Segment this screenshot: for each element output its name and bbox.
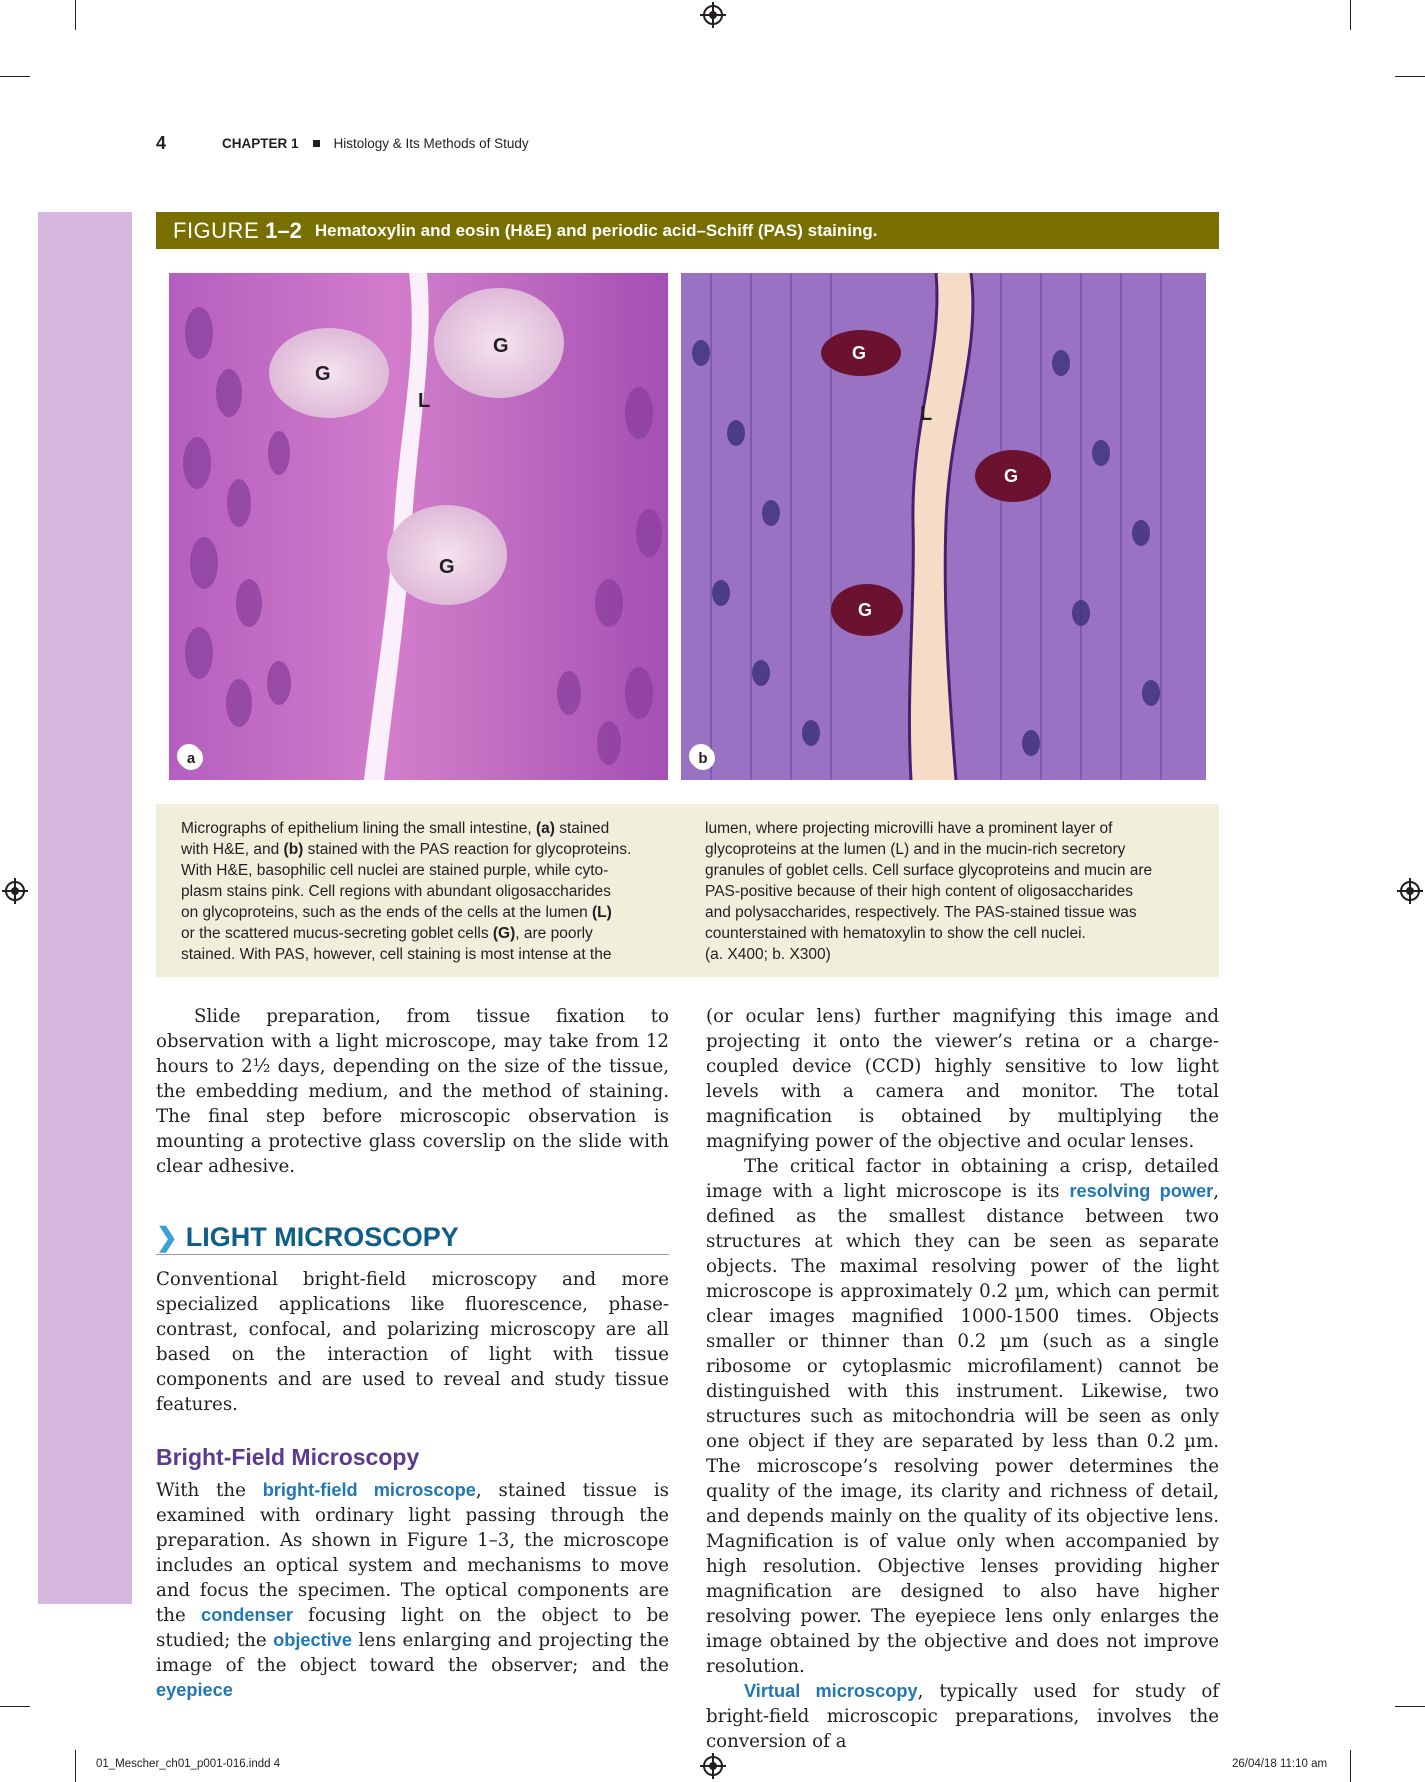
caption-line xyxy=(181,902,671,923)
text-run: stained. With PAS, however, cell staining is most intense at the xyxy=(181,946,612,963)
text-run: , typically used for study of bright-field microscopic preparations, involves the conversion of a xyxy=(706,1681,1219,1752)
date-slug: 26/04/18 11:10 am xyxy=(1232,1758,1328,1770)
key-term: Virtual microscopy xyxy=(744,1681,918,1701)
page-number: 4 xyxy=(156,132,167,153)
crop-mark xyxy=(0,1706,30,1707)
figure-title: Hematoxylin and eosin (H&E) and periodic acid–Schiff (PAS) staining. xyxy=(314,220,878,240)
intro-paragraph: Slide preparation, from tissue fixation to observation with a light microscope, may take from 12 hours to 2½ days, depending on the size of the tissue, the embedding medium, and the method of staining. The final step before microscopic observation is mounting a protective glass coverslip on the slide with clear adhesive. xyxy=(156,1006,669,1177)
micrograph-pas xyxy=(681,273,1206,780)
key-term: resolving power xyxy=(1069,1181,1214,1201)
panel-a-label: a xyxy=(179,746,203,770)
goblet-label-2: G xyxy=(493,335,509,357)
file-slug: 01_Mescher_ch01_p001-016.indd 4 xyxy=(96,1758,281,1770)
text-run: stained xyxy=(554,820,610,837)
crop-mark xyxy=(75,0,76,30)
subheading: Bright-Field Microscopy xyxy=(156,1444,420,1470)
text-run: or the scattered mucus-secreting goblet cells xyxy=(181,925,493,942)
key-term: bright-field microscope xyxy=(262,1480,476,1500)
caption-left-column xyxy=(181,818,671,965)
text-run: on glycoproteins, such as the ends of the cells at the lumen xyxy=(181,904,592,921)
caption-line: (a. X400; b. X300) xyxy=(705,946,831,963)
figure-word: FIGURE xyxy=(173,217,260,243)
text-run: stained with the PAS reaction for glycoproteins. xyxy=(303,841,632,858)
text-run: The critical factor in obtaining a crisp, detailed image with a light microscope is its xyxy=(706,1156,1219,1202)
key-term: condenser xyxy=(200,1605,293,1625)
text-run: With H&E, basophilic cell nuclei are stained purple, while cyto- xyxy=(181,862,609,879)
caption-line: and polysaccharides, respectively. The PAS-stained tissue was xyxy=(705,904,1137,921)
caption-line: granules of goblet cells. Cell surface glycoproteins and mucin are xyxy=(705,862,1153,879)
caption-line xyxy=(181,860,671,881)
chapter-title: Histology & Its Methods of Study xyxy=(333,135,529,151)
ocular-paragraph: (or ocular lens) further magnifying this image and projecting it onto the viewer’s retina or a charge-coupled device (CCD) highly sensitive to low light levels with a camera and monitor. The total magnification is obtained by multiplying the magnifying power of the objective and ocular lenses. xyxy=(706,1006,1219,1152)
resolving-power-paragraph xyxy=(706,1154,1219,1679)
crop-mark xyxy=(1350,0,1351,30)
chevron-right-icon: ❯ xyxy=(156,1222,178,1252)
caption-line xyxy=(181,944,671,965)
bold-term: (L) xyxy=(592,904,612,921)
caption-right-column xyxy=(705,818,1205,965)
registration-mark-icon xyxy=(5,881,25,901)
text-run: lens enlarging and projecting the image of the object toward the observer; and the xyxy=(156,1630,669,1676)
body-right-column xyxy=(706,1004,1219,1754)
text-run: With the xyxy=(156,1480,263,1501)
figure-title-bar xyxy=(156,212,1219,249)
bright-field-paragraph xyxy=(156,1478,669,1703)
caption-line: lumen, where projecting microvilli have a prominent layer of xyxy=(705,820,1113,837)
figure-number: 1–2 xyxy=(265,217,302,243)
text-run: focusing light on the object to be studied; the xyxy=(156,1605,669,1651)
figure-caption xyxy=(156,804,1219,977)
text-run: plasm stains pink. Cell regions with abundant oligosaccharides xyxy=(181,883,611,900)
square-bullet-icon xyxy=(313,140,320,147)
caption-line: PAS-positive because of their high content of oligosaccharides xyxy=(705,883,1133,900)
panel-b-label: b xyxy=(691,746,715,770)
running-head xyxy=(156,132,529,154)
goblet-label-3: G xyxy=(858,600,873,620)
goblet-label-3: G xyxy=(439,556,455,578)
registration-mark-icon xyxy=(703,1756,723,1776)
section-heading-text: LIGHT MICROSCOPY xyxy=(185,1222,459,1252)
crop-mark xyxy=(1395,76,1425,77)
virtual-microscopy-paragraph xyxy=(706,1679,1219,1754)
crop-mark xyxy=(0,76,30,77)
crop-mark xyxy=(1395,1706,1425,1707)
caption-line xyxy=(181,839,671,860)
bold-term: (G) xyxy=(492,925,516,942)
text-run: , stained tissue is examined with ordinary light passing through the preparation. As shown in Figure 1–3, the microscope includes an optical system and mechanisms to move and focus the specimen. The optical components are the xyxy=(156,1480,670,1626)
registration-mark-icon xyxy=(703,5,723,25)
margin-sidebar xyxy=(38,212,132,1604)
section-intro-paragraph: Conventional bright-field microscopy and more specialized applications like fluorescence, phase-contrast, confocal, and polarizing microscopy are all based on the interaction of light with tissue components and are used to reveal and study tissue features. xyxy=(156,1269,669,1415)
text-run: Micrographs of epithelium lining the small intestine, xyxy=(181,820,536,837)
micrograph-he xyxy=(169,273,668,780)
text-run: , are poorly xyxy=(515,925,593,942)
key-term: eyepiece xyxy=(156,1680,233,1700)
section-heading xyxy=(156,1222,669,1255)
goblet-label-1: G xyxy=(852,343,867,363)
goblet-label-1: G xyxy=(315,363,331,385)
caption-line xyxy=(181,923,671,944)
bold-term: (b) xyxy=(283,841,304,858)
crop-mark xyxy=(75,1750,76,1782)
lumen-label: L xyxy=(920,403,933,425)
text-run: with H&E, and xyxy=(181,841,284,858)
goblet-label-2: G xyxy=(1004,466,1019,486)
lumen-label: L xyxy=(418,390,431,412)
body-left-column xyxy=(156,1004,669,1703)
caption-line xyxy=(181,818,671,839)
text-run: , defined as the smallest distance between two structures at which they can be seen as separate objects. The maximal resolving power of the light microscope is approximately 0.2 µm, which can permit clear images magnified 1000-1500 times. Objects smaller or thinner than 0.2 µm (such as a single ribosome or cytoplasmic microfilament) cannot be distinguished with this instrument. Likewise, two structures such as mitochondria will be seen as only one object if they are separated by less than 0.2 µm. The microscope’s resolving power determines the quality of the image, its clarity and richness of detail, and depends mainly on the quality of its objective lens. Magnification is of value only when accompanied by high resolution. Objective lenses providing higher magnification are designed to also have higher resolving power. The eyepiece lens only enlarges the image obtained by the objective and does not improve resolution. xyxy=(706,1181,1219,1677)
caption-line: glycoproteins at the lumen (L) and in the mucin-rich secretory xyxy=(705,841,1126,858)
key-term: objective xyxy=(273,1630,352,1650)
bold-term: (a) xyxy=(535,820,555,837)
caption-line xyxy=(181,881,671,902)
caption-line: counterstained with hematoxylin to show the cell nuclei. xyxy=(705,925,1086,942)
crop-mark xyxy=(1350,1750,1351,1782)
registration-mark-icon xyxy=(1400,881,1420,901)
chapter-label: CHAPTER 1 xyxy=(222,135,299,151)
